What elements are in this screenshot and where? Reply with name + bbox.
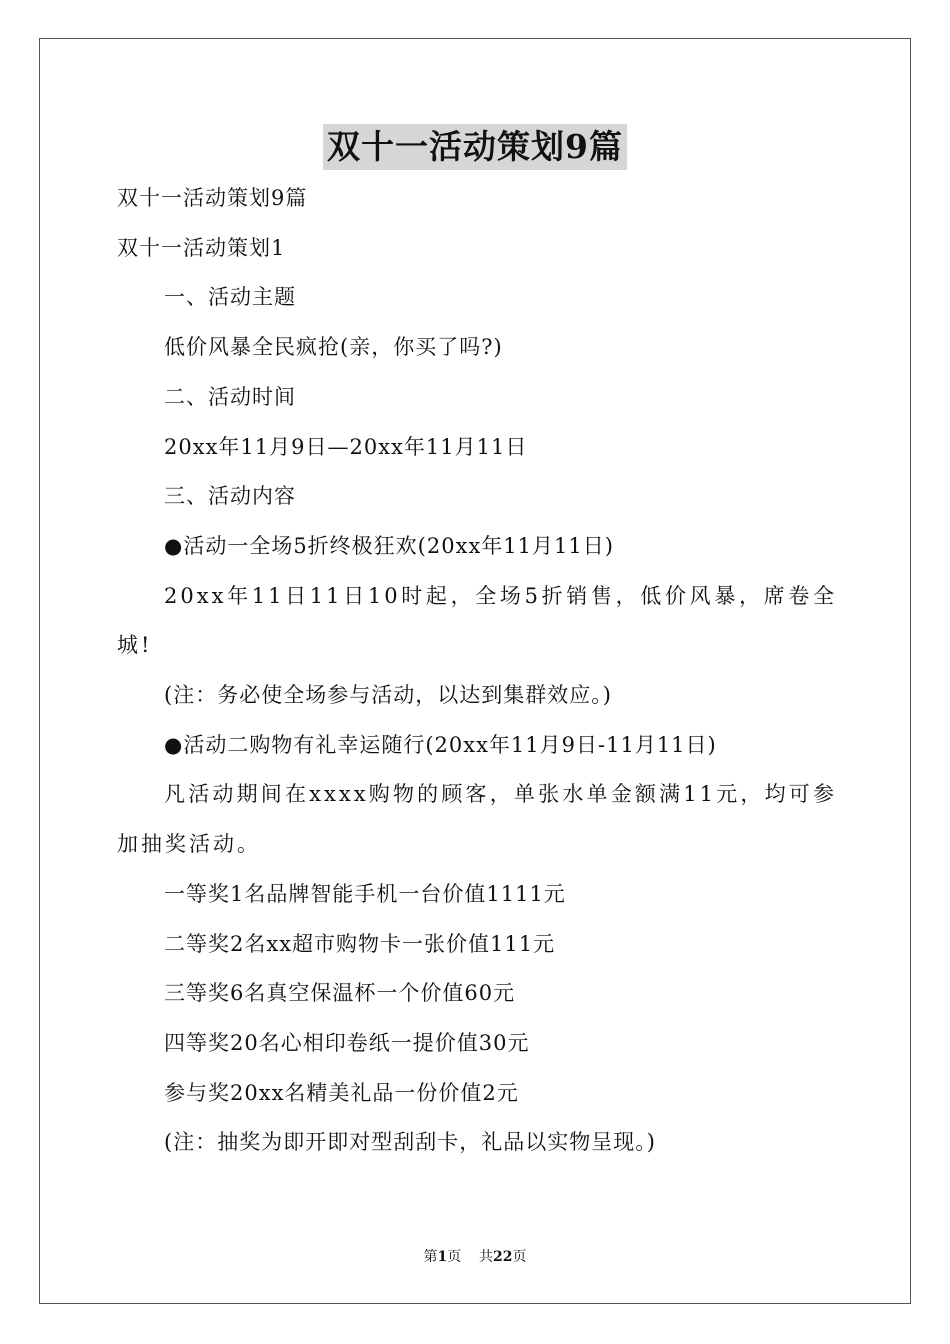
section-heading-content: 三、活动内容	[164, 484, 296, 509]
footer-total-suffix: 页	[512, 1249, 527, 1265]
section-heading-time: 二、活动时间	[164, 384, 296, 409]
document-body	[117, 174, 837, 1168]
prize-third: 三等奖6名真空保温杯一个价值60元	[164, 981, 516, 1006]
activity-two-heading: ●活动二购物有礼幸运随行(20xx年11月9日-11月11日)	[164, 732, 717, 757]
page-footer	[0, 1246, 950, 1266]
activity-one-paragraph: 20xx年11日11日10时起，全场5折销售，低价风暴，席卷全城!	[117, 583, 837, 658]
activity-two-paragraph: 凡活动期间在xxxx购物的顾客，单张水单金额满11元，均可参加抽奖活动。	[117, 782, 837, 857]
paragraph-subheading: 双十一活动策划1	[117, 235, 286, 260]
document-title: 双十一活动策划9篇	[323, 124, 627, 170]
paragraph-time: 20xx年11月9日—20xx年11月11日	[164, 434, 528, 459]
paragraph-theme: 低价风暴全民疯抢(亲，你买了吗?)	[164, 335, 503, 360]
paragraph-heading: 双十一活动策划9篇	[117, 186, 308, 210]
footer-total-prefix: 共	[479, 1249, 494, 1265]
prize-fourth: 四等奖20名心相印卷纸一提价值30元	[164, 1030, 530, 1055]
footer-page-current: 1	[437, 1249, 448, 1265]
footer-page-prefix: 第	[423, 1249, 438, 1265]
footer-page-suffix: 页	[447, 1249, 462, 1265]
activity-one-note: (注：务必使全场参与活动，以达到集群效应。)	[164, 683, 612, 708]
footer-page-total: 22	[493, 1249, 513, 1265]
activity-one-heading: ●活动一全场5折终极狂欢(20xx年11月11日)	[164, 533, 614, 558]
prize-participation: 参与奖20xx名精美礼品一份价值2元	[164, 1080, 519, 1105]
title-wrap	[0, 124, 950, 170]
section-heading-theme: 一、活动主题	[164, 285, 296, 310]
prize-first: 一等奖1名品牌智能手机一台价值1111元	[164, 881, 566, 906]
prize-note: (注：抽奖为即开即对型刮刮卡，礼品以实物呈现。)	[164, 1130, 656, 1155]
prize-second: 二等奖2名xx超市购物卡一张价值111元	[164, 931, 556, 956]
